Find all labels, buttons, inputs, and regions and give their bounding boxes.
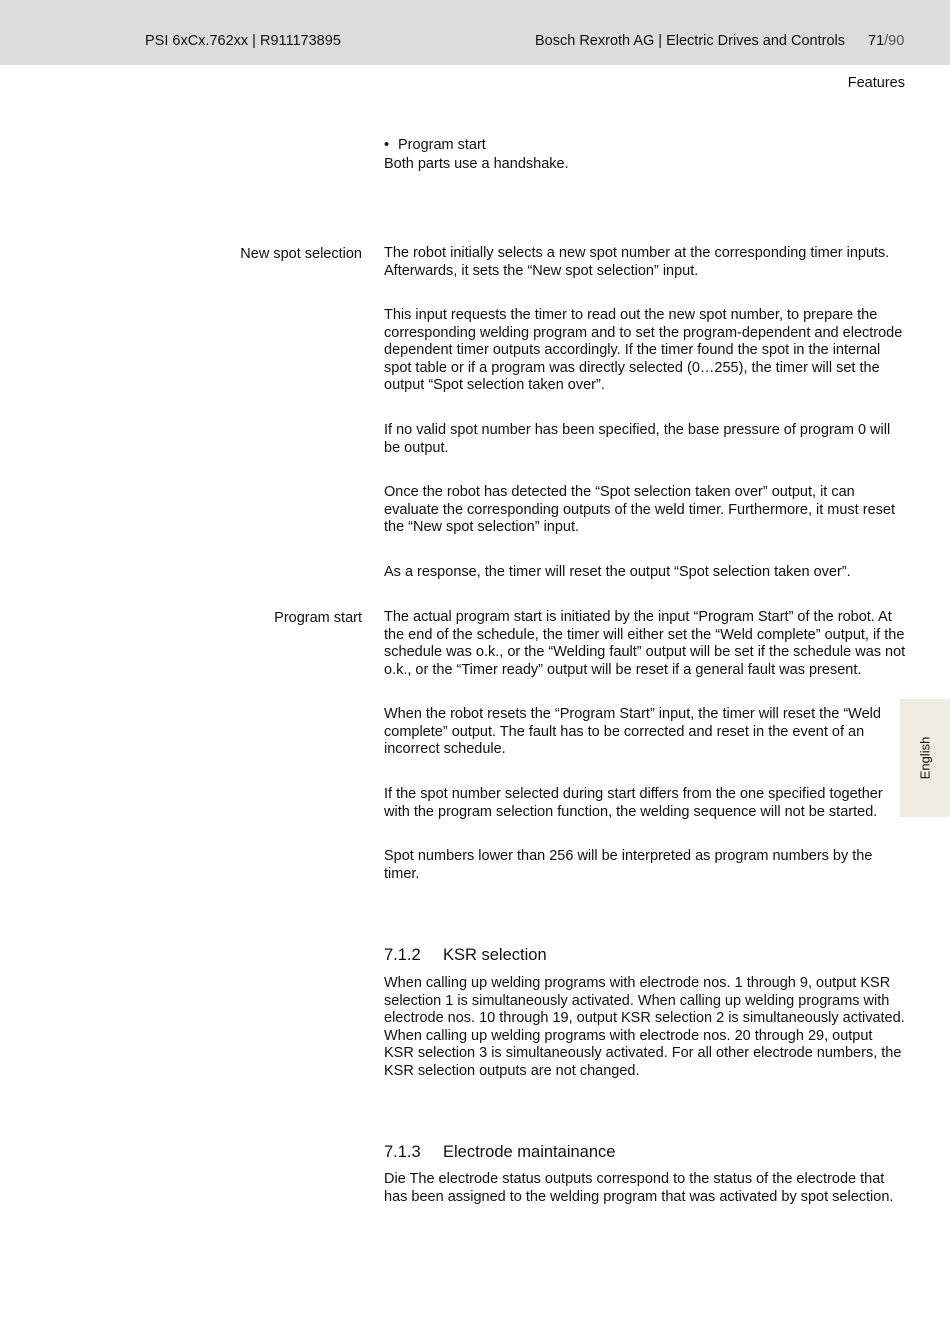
side-label-program-start: Program start: [274, 610, 362, 626]
page-header: [0, 0, 950, 65]
section-title: Electrode maintainance: [443, 1143, 616, 1161]
bullet-text: Program start: [398, 137, 486, 153]
section-number: 7.1.2: [384, 946, 421, 964]
section-label: Features: [847, 75, 905, 91]
section-heading-ksr: [384, 945, 547, 965]
paragraph: If the spot number selected during start differs from the one specified together with the program selection function, the welding sequence will not be started.: [384, 786, 883, 820]
paragraph: Die The electrode status outputs correspond to the status of the electrode that has been assigned to the welding program that was activated by spot selection.: [384, 1171, 894, 1205]
handshake-note: Both parts use a handshake.: [384, 156, 569, 172]
bullet-icon: •: [384, 137, 390, 153]
paragraph: The robot initially selects a new spot number at the corresponding timer inputs. Afterwards, it sets the “New spot selection” input.: [384, 245, 890, 279]
document-id: PSI 6xCx.762xx | R911173895: [145, 33, 341, 49]
paragraph: The actual program start is initiated by the input “Program Start” of the robot. At the end of the schedule, the timer will either set the “Weld complete” output, if the schedule was o.k., or the “Welding fault” output will be set if the schedule was not o.k., or the “Timer ready” output will be reset if a general fault was present.: [384, 609, 906, 678]
page-current: 71: [868, 33, 885, 49]
paragraph: If no valid spot number has been specified, the base pressure of program 0 will be output.: [384, 422, 891, 456]
page-total: /90: [884, 33, 905, 49]
paragraph: This input requests the timer to read out the new spot number, to prepare the corresponding welding program and to set the program-dependent and electrode dependent timer outputs accordingly. If the timer found the spot in the internal spot table or if a program was directly selected (0…255), the timer will set the output “Spot selection taken over”.: [384, 307, 903, 394]
bullet-item: [384, 136, 486, 154]
side-label-new-spot-selection: New spot selection: [240, 246, 362, 262]
paragraph: Spot numbers lower than 256 will be interpreted as program numbers by the timer.: [384, 848, 873, 882]
section-heading-electrode: [384, 1142, 615, 1162]
company-name: Bosch Rexroth AG | Electric Drives and Controls: [535, 33, 845, 49]
section-title: KSR selection: [443, 946, 547, 964]
language-label: English: [917, 736, 933, 780]
section-number: 7.1.3: [384, 1143, 421, 1161]
paragraph: When the robot resets the “Program Start” input, the timer will reset the “Weld complete” output. The fault has to be corrected and reset in the event of an incorrect schedule.: [384, 706, 881, 758]
paragraph: When calling up welding programs with electrode nos. 1 through 9, output KSR selection 1 is simultaneously activated. When calling up welding programs with electrode nos. 10 through 19, output KSR selection 2 is simultaneously activated. When calling up welding programs with electrode nos. 20 through 29, output KSR selection 3 is simultaneously activated. For all other electrode numbers, the KSR selection outputs are not changed.: [384, 975, 905, 1079]
paragraph: As a response, the timer will reset the output “Spot selection taken over”.: [384, 564, 851, 580]
language-tab: [900, 699, 950, 817]
paragraph: Once the robot has detected the “Spot selection taken over” output, it can evaluate the corresponding outputs of the weld timer. Furthermore, it must reset the “New spot selection” input.: [384, 484, 895, 536]
page-number: [868, 31, 904, 51]
